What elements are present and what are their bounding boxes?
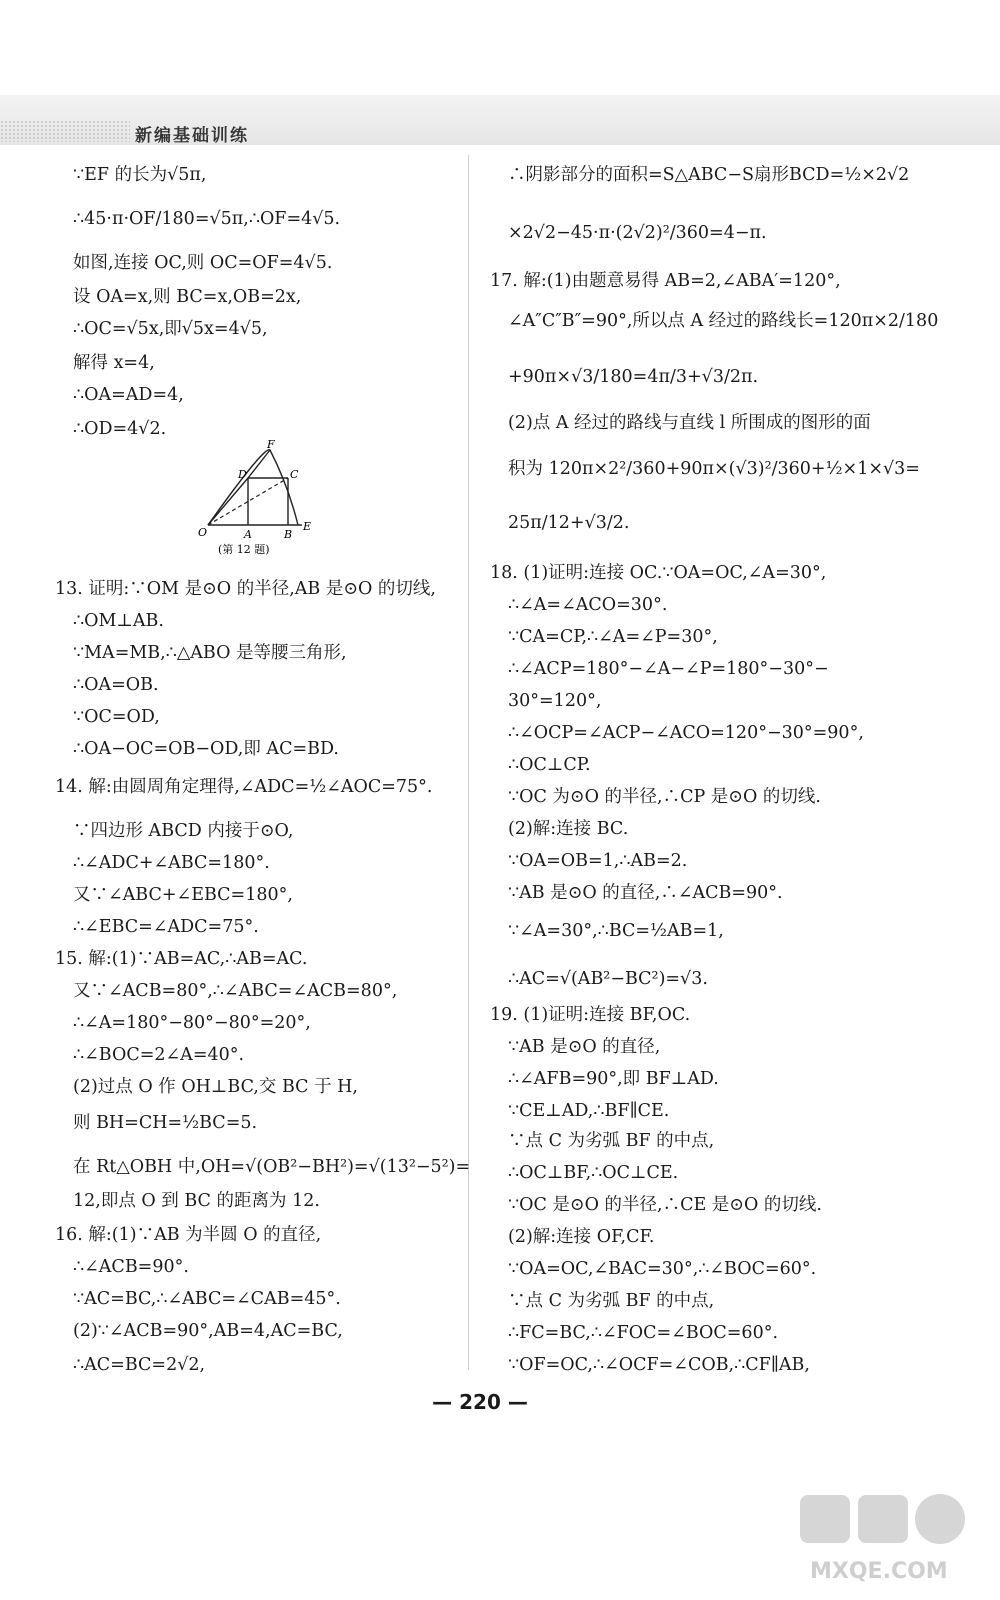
left-column-line: 设 OA=x,则 BC=x,OB=2x,: [73, 287, 302, 307]
left-column-line: 13. 证明:∵OM 是⊙O 的半径,AB 是⊙O 的切线,: [55, 579, 436, 599]
right-column-line: ∵点 C 为劣弧 BF 的中点,: [508, 1131, 715, 1151]
right-column-line: 积为 120π×2²/360+90π×(√3)²/360+½×1×√3=: [508, 459, 920, 479]
left-column-line: ∴∠A=180°−80°−80°=20°,: [73, 1013, 311, 1033]
right-column-line: ∵CE⊥AD,∴BF∥CE.: [508, 1101, 670, 1121]
left-column-line: 又∵∠ACB=80°,∴∠ABC=∠ACB=80°,: [73, 981, 398, 1001]
left-column-line: ∴OA=AD=4,: [73, 385, 184, 405]
label-a: A: [244, 528, 252, 541]
header-dot-pattern: [0, 120, 130, 142]
right-column-line: 18. (1)证明:连接 OC.∵OA=OC,∠A=30°,: [490, 563, 827, 583]
watermark-text: MXQE.COM: [810, 1559, 948, 1584]
left-column-line: ∴∠BOC=2∠A=40°.: [73, 1045, 245, 1065]
left-column-line: ∴AC=BC=2√2,: [73, 1355, 206, 1375]
right-column-line: ∴OC⊥CP.: [508, 755, 591, 775]
right-column-line: ∴OC⊥BF,∴OC⊥CE.: [508, 1163, 679, 1183]
left-column-line: ∵MA=MB,∴△ABO 是等腰三角形,: [73, 643, 347, 663]
geometry-figure: [190, 438, 320, 556]
left-column-line: 在 Rt△OBH 中,OH=√(OB²−BH²)=√(13²−5²)=: [73, 1157, 471, 1177]
right-column-line: (2)解:连接 BC.: [508, 819, 629, 839]
label-e: E: [303, 520, 312, 533]
label-o: O: [198, 526, 208, 539]
right-column-line: ∵CA=CP,∴∠A=∠P=30°,: [508, 627, 718, 647]
left-column-line: (2)∵∠ACB=90°,AB=4,AC=BC,: [73, 1321, 343, 1341]
right-column-line: +90π×√3/180=4π/3+√3/2π.: [508, 367, 759, 387]
right-column-line: ∵AB 是⊙O 的直径,∴∠ACB=90°.: [508, 883, 783, 903]
page-number: — 220 —: [432, 1390, 528, 1414]
right-column-line: ∴∠ACP=180°−∠A−∠P=180°−30°−: [508, 659, 829, 679]
left-column-line: ∴OA=OB.: [73, 675, 159, 695]
right-column-line: ∴AC=√(AB²−BC²)=√3.: [508, 969, 708, 989]
left-column-line: 则 BH=CH=½BC=5.: [73, 1113, 258, 1133]
right-column-line: (2)解:连接 OF,CF.: [508, 1227, 655, 1247]
right-column-line: 30°=120°,: [508, 691, 602, 711]
left-column-line: ∴∠ACB=90°.: [73, 1257, 189, 1277]
right-column-line: ∵点 C 为劣弧 BF 的中点,: [508, 1291, 715, 1311]
right-column-line: ∵∠A=30°,∴BC=½AB=1,: [508, 921, 724, 941]
figure-caption: (第 12 题): [218, 543, 270, 556]
left-column-line: 12,即点 O 到 BC 的距离为 12.: [73, 1191, 320, 1211]
segment-df: [248, 450, 270, 478]
left-column-line: ∵AC=BC,∴∠ABC=∠CAB=45°.: [73, 1289, 341, 1309]
series-title: 新编基础训练: [135, 126, 249, 146]
left-column-line: ∴45·π·OF/180=√5π,∴OF=4√5.: [73, 209, 341, 229]
right-column-line: ∴FC=BC,∴∠FOC=∠BOC=60°.: [508, 1323, 779, 1343]
right-column-line: ×2√2−45·π·(2√2)²/360=4−π.: [508, 223, 767, 243]
right-column-line: 19. (1)证明:连接 BF,OC.: [490, 1005, 691, 1025]
left-column-line: ∴∠EBC=∠ADC=75°.: [73, 917, 259, 937]
left-column-line: ∴OA−OC=OB−OD,即 AC=BD.: [73, 739, 339, 759]
label-b: B: [284, 528, 293, 541]
label-c: C: [290, 468, 299, 481]
right-column-line: 17. 解:(1)由题意易得 AB=2,∠ABA′=120°,: [490, 271, 841, 291]
left-column-line: ∴∠ADC+∠ABC=180°.: [73, 853, 270, 873]
right-column-line: ∵OA=OC,∠BAC=30°,∴∠BOC=60°.: [508, 1259, 817, 1279]
right-column-line: ∵OF=OC,∴∠OCF=∠COB,∴CF∥AB,: [508, 1355, 810, 1375]
left-column-line: ∴OC=√5x,即√5x=4√5,: [73, 319, 268, 339]
right-column-line: ∵OC 为⊙O 的半径,∴CP 是⊙O 的切线.: [508, 787, 821, 807]
left-column-line: 如图,连接 OC,则 OC=OF=4√5.: [73, 253, 333, 273]
left-column-line: 14. 解:由圆周角定理得,∠ADC=½∠AOC=75°.: [55, 777, 433, 797]
right-column-line: ∵OC 是⊙O 的半径,∴CE 是⊙O 的切线.: [508, 1195, 822, 1215]
right-column-line: ∴∠OCP=∠ACP−∠ACO=120°−30°=90°,: [508, 723, 864, 743]
segment-od: [208, 478, 248, 525]
left-column-line: ∴OM⊥AB.: [73, 611, 164, 631]
left-column-line: ∵OC=OD,: [73, 707, 160, 727]
left-column-line: 又∵∠ABC+∠EBC=180°,: [73, 885, 293, 905]
right-column-line: ∴∠A=∠ACO=30°.: [508, 595, 668, 615]
left-column-line: 15. 解:(1)∵AB=AC,∴AB=AC.: [55, 949, 308, 969]
left-column-line: (2)过点 O 作 OH⊥BC,交 BC 于 H,: [73, 1077, 358, 1097]
right-column-line: ∴阴影部分的面积=S△ABC−S扇形BCD=½×2√2: [508, 165, 910, 185]
right-column-line: 25π/12+√3/2.: [508, 513, 630, 533]
arc-ef: [208, 450, 298, 525]
watermark-logo: [790, 1490, 980, 1585]
left-column-line: ∵四边形 ABCD 内接于⊙O,: [73, 821, 294, 841]
label-f: F: [267, 438, 275, 451]
right-column-line: ∴∠AFB=90°,即 BF⊥AD.: [508, 1069, 719, 1089]
column-divider: [468, 155, 469, 1370]
label-d: D: [238, 468, 247, 481]
left-column-line: ∴OD=4√2.: [73, 419, 167, 439]
right-column-line: ∵AB 是⊙O 的直径,: [508, 1037, 661, 1057]
right-column-line: ∠A″C″B″=90°,所以点 A 经过的路线长=120π×2/180: [508, 311, 939, 331]
left-column-line: 16. 解:(1)∵AB 为半圆 O 的直径,: [55, 1225, 322, 1245]
left-column-line: ∵EF 的长为√5π,: [73, 165, 207, 185]
right-column-line: ∵OA=OB=1,∴AB=2.: [508, 851, 688, 871]
left-column-line: 解得 x=4,: [73, 353, 155, 373]
right-column-line: (2)点 A 经过的路线与直线 l 所围成的图形的面: [508, 413, 871, 433]
